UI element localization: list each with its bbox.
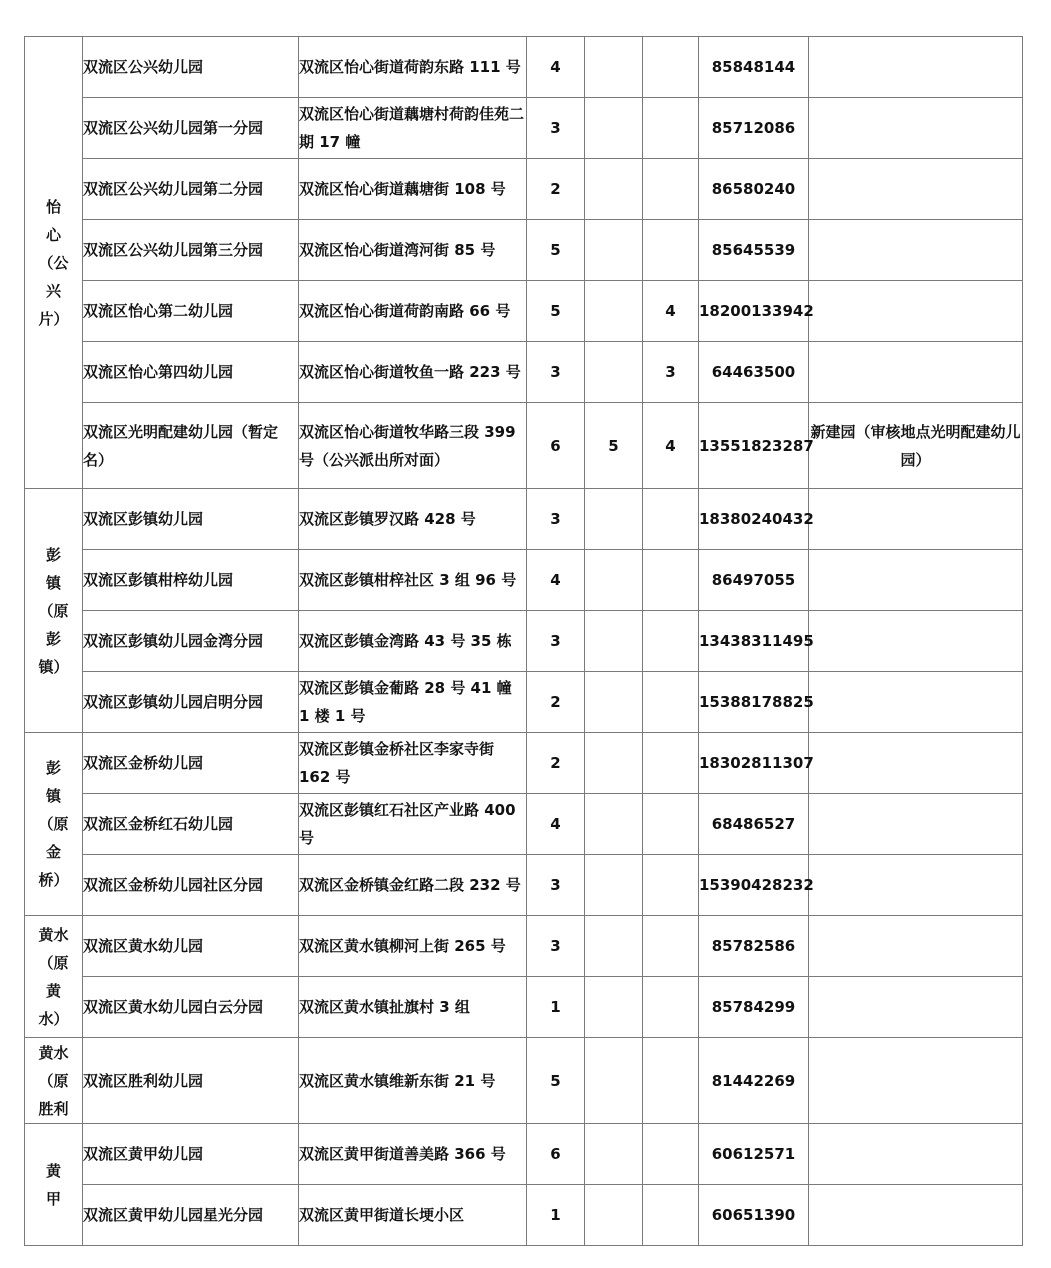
address-cell: 双流区彭镇柑梓社区 3 组 96 号	[299, 550, 527, 611]
note-cell	[809, 159, 1023, 220]
table-row	[25, 403, 1023, 489]
count-cell-b	[585, 1038, 643, 1124]
count-cell-b	[585, 855, 643, 916]
count-cell-a: 2	[527, 733, 585, 794]
count-cell-b	[585, 489, 643, 550]
table-row	[25, 733, 1023, 794]
note-cell	[809, 916, 1023, 977]
district-label-line: 镇）	[38, 657, 69, 676]
district-label-line: 水）	[38, 1009, 69, 1028]
kindergarten-name-cell: 双流区彭镇幼儿园启明分园	[83, 672, 299, 733]
district-label-line: 怡	[45, 197, 61, 216]
kindergarten-name-cell: 双流区彭镇柑梓幼儿园	[83, 550, 299, 611]
count-cell-c	[643, 733, 699, 794]
address-cell: 双流区彭镇金湾路 43 号 35 栋	[299, 611, 527, 672]
phone-cell: 60612571	[699, 1124, 809, 1185]
count-cell-a: 3	[527, 916, 585, 977]
district-label-line: 兴	[45, 281, 61, 300]
table-row	[25, 672, 1023, 733]
phone-cell: 18380240432	[699, 489, 809, 550]
kindergarten-name-cell: 双流区金桥红石幼儿园	[83, 794, 299, 855]
count-cell-c: 4	[643, 403, 699, 489]
note-cell	[809, 794, 1023, 855]
table-row	[25, 1124, 1023, 1185]
phone-cell: 13551823287	[699, 403, 809, 489]
phone-cell: 13438311495	[699, 611, 809, 672]
address-cell: 双流区怡心街道牧华路三段 399 号（公兴派出所对面）	[299, 403, 527, 489]
count-cell-a: 3	[527, 855, 585, 916]
table-row	[25, 159, 1023, 220]
phone-cell: 85848144	[699, 37, 809, 98]
phone-cell: 85645539	[699, 220, 809, 281]
phone-cell: 18200133942	[699, 281, 809, 342]
table-row	[25, 37, 1023, 98]
kindergarten-name-cell: 双流区黄水幼儿园白云分园	[83, 977, 299, 1038]
count-cell-c	[643, 489, 699, 550]
district-label-line: 片）	[38, 309, 69, 328]
table-row	[25, 98, 1023, 159]
phone-cell: 81442269	[699, 1038, 809, 1124]
table-row	[25, 1038, 1023, 1124]
phone-cell: 85712086	[699, 98, 809, 159]
address-cell: 双流区黄甲街道长埂小区	[299, 1185, 527, 1246]
address-cell: 双流区黄水镇维新东街 21 号	[299, 1038, 527, 1124]
count-cell-a: 4	[527, 37, 585, 98]
district-cell	[25, 916, 83, 1038]
note-cell	[809, 1038, 1023, 1124]
count-cell-b	[585, 916, 643, 977]
district-label-line: 甲	[45, 1189, 61, 1208]
count-cell-a: 2	[527, 672, 585, 733]
kindergarten-name-cell: 双流区公兴幼儿园	[83, 37, 299, 98]
note-cell	[809, 672, 1023, 733]
count-cell-b	[585, 1124, 643, 1185]
count-cell-b	[585, 1185, 643, 1246]
kindergarten-table	[24, 36, 1023, 1246]
count-cell-a: 3	[527, 98, 585, 159]
count-cell-a: 2	[527, 159, 585, 220]
note-cell	[809, 550, 1023, 611]
table-row	[25, 855, 1023, 916]
kindergarten-name-cell: 双流区彭镇幼儿园	[83, 489, 299, 550]
address-cell: 双流区黄水镇柳河上街 265 号	[299, 916, 527, 977]
count-cell-c	[643, 855, 699, 916]
note-cell	[809, 855, 1023, 916]
district-label-line: 黄水	[38, 925, 69, 944]
district-cell	[25, 489, 83, 733]
district-cell	[25, 1124, 83, 1246]
count-cell-b	[585, 342, 643, 403]
address-cell: 双流区怡心街道荷韵东路 111 号	[299, 37, 527, 98]
phone-cell: 15390428232	[699, 855, 809, 916]
count-cell-c	[643, 916, 699, 977]
count-cell-b: 5	[585, 403, 643, 489]
count-cell-a: 4	[527, 794, 585, 855]
district-cell	[25, 1038, 83, 1124]
district-label-line: 彭	[45, 629, 61, 648]
note-cell	[809, 98, 1023, 159]
note-cell	[809, 342, 1023, 403]
count-cell-b	[585, 672, 643, 733]
count-cell-a: 3	[527, 611, 585, 672]
address-cell: 双流区怡心街道藕塘街 108 号	[299, 159, 527, 220]
address-cell: 双流区彭镇金桥社区李家寺街 162 号	[299, 733, 527, 794]
phone-cell: 64463500	[699, 342, 809, 403]
kindergarten-name-cell: 双流区黄水幼儿园	[83, 916, 299, 977]
count-cell-a: 3	[527, 342, 585, 403]
table-row	[25, 281, 1023, 342]
table-row	[25, 1185, 1023, 1246]
count-cell-a: 6	[527, 403, 585, 489]
district-label-line: 胜利	[38, 1099, 69, 1118]
kindergarten-name-cell: 双流区公兴幼儿园第一分园	[83, 98, 299, 159]
count-cell-c	[643, 1124, 699, 1185]
kindergarten-name-cell: 双流区金桥幼儿园	[83, 733, 299, 794]
phone-cell: 85782586	[699, 916, 809, 977]
district-label-line: （公	[38, 253, 69, 272]
count-cell-b	[585, 159, 643, 220]
district-label-line: 金	[45, 843, 61, 861]
count-cell-b	[585, 550, 643, 611]
note-cell: 新建园（审核地点光明配建幼儿园）	[809, 403, 1023, 489]
table-row	[25, 550, 1023, 611]
district-label-line: 桥）	[38, 871, 69, 889]
kindergarten-name-cell: 双流区胜利幼儿园	[83, 1038, 299, 1124]
kindergarten-name-cell: 双流区彭镇幼儿园金湾分园	[83, 611, 299, 672]
count-cell-c	[643, 159, 699, 220]
count-cell-b	[585, 281, 643, 342]
count-cell-a: 1	[527, 1185, 585, 1246]
phone-cell: 68486527	[699, 794, 809, 855]
phone-cell: 60651390	[699, 1185, 809, 1246]
count-cell-a: 1	[527, 977, 585, 1038]
district-cell	[25, 37, 83, 489]
address-cell: 双流区怡心街道牧鱼一路 223 号	[299, 342, 527, 403]
count-cell-c	[643, 794, 699, 855]
count-cell-b	[585, 37, 643, 98]
kindergarten-name-cell: 双流区怡心第四幼儿园	[83, 342, 299, 403]
count-cell-b	[585, 220, 643, 281]
district-label-line: 黄	[45, 981, 61, 1000]
count-cell-c	[643, 550, 699, 611]
count-cell-a: 5	[527, 220, 585, 281]
count-cell-a: 5	[527, 1038, 585, 1124]
count-cell-c	[643, 977, 699, 1038]
note-cell	[809, 1185, 1023, 1246]
district-label-line: 心	[45, 225, 61, 244]
district-label-line: （原	[38, 1071, 69, 1090]
district-cell	[25, 733, 83, 916]
kindergarten-name-cell: 双流区金桥幼儿园社区分园	[83, 855, 299, 916]
address-cell: 双流区黄水镇扯旗村 3 组	[299, 977, 527, 1038]
address-cell: 双流区怡心街道藕塘村荷韵佳苑二期 17 幢	[299, 98, 527, 159]
count-cell-c	[643, 220, 699, 281]
count-cell-b	[585, 98, 643, 159]
count-cell-c: 3	[643, 342, 699, 403]
phone-cell: 15388178825	[699, 672, 809, 733]
address-cell: 双流区怡心街道湾河街 85 号	[299, 220, 527, 281]
district-label-line: （原	[38, 601, 69, 620]
count-cell-b	[585, 794, 643, 855]
district-label-line: 彭	[45, 759, 61, 777]
table-row	[25, 794, 1023, 855]
table-body	[25, 37, 1023, 1246]
count-cell-c	[643, 98, 699, 159]
count-cell-c	[643, 611, 699, 672]
count-cell-c	[643, 672, 699, 733]
phone-cell: 86580240	[699, 159, 809, 220]
kindergarten-name-cell: 双流区公兴幼儿园第二分园	[83, 159, 299, 220]
district-label-line: 黄水	[38, 1043, 69, 1062]
table-row	[25, 342, 1023, 403]
table-row	[25, 489, 1023, 550]
count-cell-a: 4	[527, 550, 585, 611]
district-label-line: 黄	[45, 1161, 61, 1180]
note-cell	[809, 1124, 1023, 1185]
district-label-line: 彭	[45, 545, 61, 564]
table-row	[25, 977, 1023, 1038]
district-label-line: （原	[38, 953, 69, 972]
district-label-line: 镇	[45, 573, 61, 592]
note-cell	[809, 281, 1023, 342]
kindergarten-name-cell: 双流区黄甲幼儿园	[83, 1124, 299, 1185]
kindergarten-name-cell: 双流区怡心第二幼儿园	[83, 281, 299, 342]
note-cell	[809, 733, 1023, 794]
kindergarten-name-cell: 双流区公兴幼儿园第三分园	[83, 220, 299, 281]
count-cell-a: 3	[527, 489, 585, 550]
address-cell: 双流区黄甲街道善美路 366 号	[299, 1124, 527, 1185]
table-row	[25, 220, 1023, 281]
address-cell: 双流区彭镇红石社区产业路 400 号	[299, 794, 527, 855]
address-cell: 双流区彭镇金葡路 28 号 41 幢 1 楼 1 号	[299, 672, 527, 733]
phone-cell: 18302811307	[699, 733, 809, 794]
address-cell: 双流区怡心街道荷韵南路 66 号	[299, 281, 527, 342]
table-row	[25, 916, 1023, 977]
note-cell	[809, 489, 1023, 550]
kindergarten-name-cell: 双流区光明配建幼儿园（暂定名）	[83, 403, 299, 489]
note-cell	[809, 977, 1023, 1038]
count-cell-c	[643, 1038, 699, 1124]
table-row	[25, 611, 1023, 672]
count-cell-b	[585, 977, 643, 1038]
note-cell	[809, 611, 1023, 672]
count-cell-c	[643, 1185, 699, 1246]
address-cell: 双流区彭镇罗汉路 428 号	[299, 489, 527, 550]
count-cell-b	[585, 733, 643, 794]
count-cell-a: 6	[527, 1124, 585, 1185]
note-cell	[809, 37, 1023, 98]
count-cell-b	[585, 611, 643, 672]
phone-cell: 86497055	[699, 550, 809, 611]
district-label-line: （原	[38, 815, 69, 833]
phone-cell: 85784299	[699, 977, 809, 1038]
count-cell-a: 5	[527, 281, 585, 342]
note-cell	[809, 220, 1023, 281]
kindergarten-name-cell: 双流区黄甲幼儿园星光分园	[83, 1185, 299, 1246]
count-cell-c: 4	[643, 281, 699, 342]
address-cell: 双流区金桥镇金红路二段 232 号	[299, 855, 527, 916]
district-label-line: 镇	[45, 787, 61, 805]
count-cell-c	[643, 37, 699, 98]
